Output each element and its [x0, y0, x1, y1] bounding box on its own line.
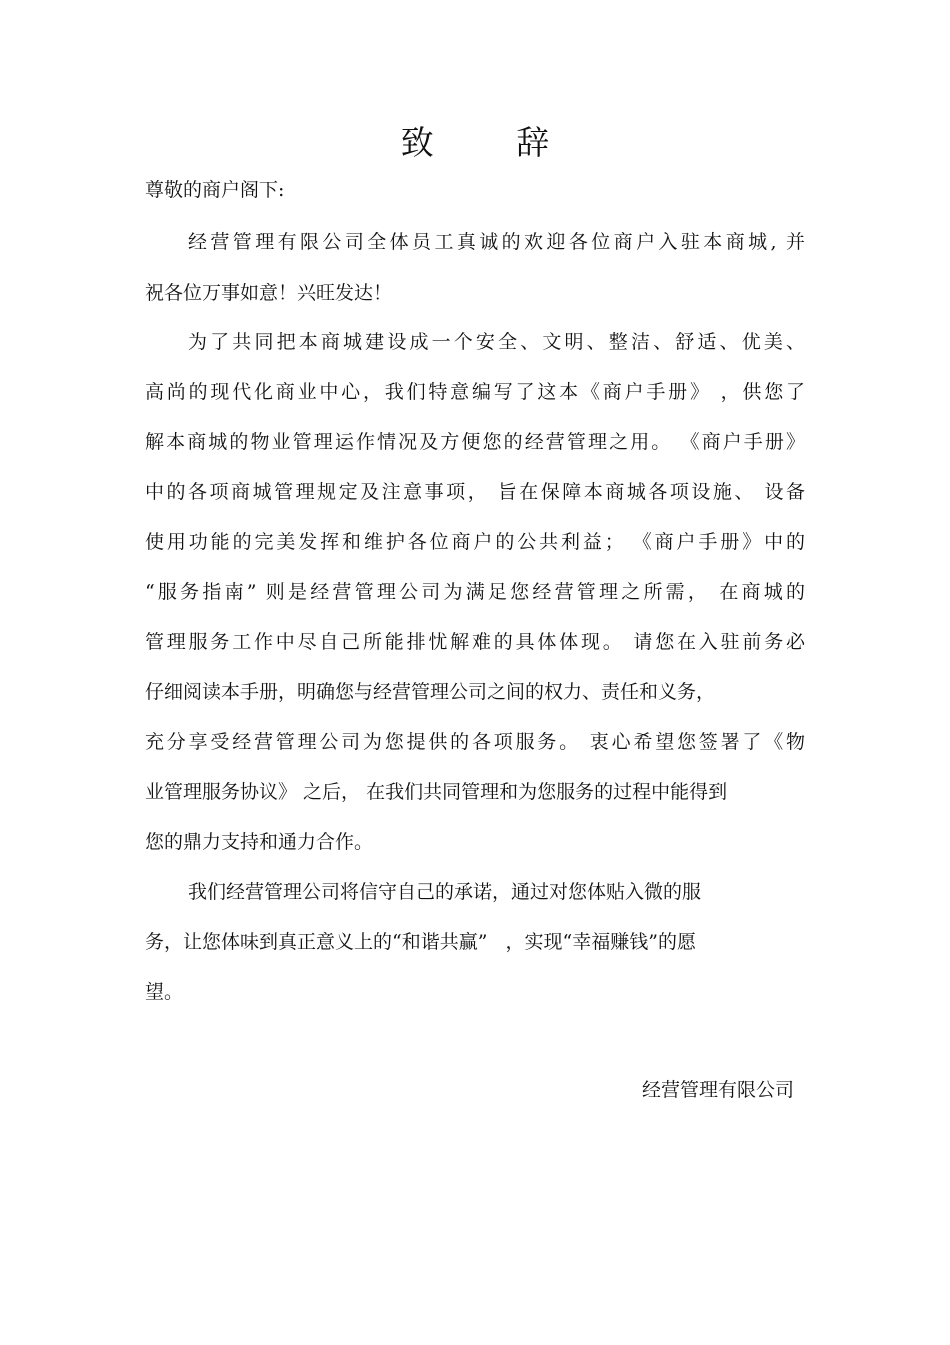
paragraph-2-line-5: 使用功能的完美发挥和维护各位商户的公共利益； 《商户手册》中的 — [145, 531, 805, 553]
page-title: 致 辞 — [400, 123, 586, 162]
paragraph-1-line-1: 经营管理有限公司全体员工真诚的欢迎各位商户入驻本商城, 并 — [188, 231, 805, 253]
paragraph-2-line-2: 高尚的现代化商业中心，我们特意编写了这本《商户手册》 ，供您了 — [145, 381, 805, 403]
paragraph-1-line-2: 祝各位万事如意！兴旺发达！ — [145, 282, 393, 304]
paragraph-2-line-1: 为了共同把本商城建设成一个安全、文明、整洁、舒适、优美、 — [188, 331, 805, 353]
paragraph-3-line-1: 我们经营管理公司将信守自己的承诺，通过对您体贴入微的服 — [188, 881, 702, 903]
paragraph-2-line-4: 中的各项商城管理规定及注意事项， 旨在保障本商城各项设施、 设备 — [145, 481, 805, 503]
paragraph-2-line-8: 仔细阅读本手册，明确您与经营管理公司之间的权力、责任和义务， — [145, 681, 716, 703]
paragraph-2-line-9: 充分享受经营管理公司为您提供的各项服务。 衷心希望您签署了《物 — [145, 731, 805, 753]
paragraph-3-line-2: 务，让您体味到真正意义上的“和谐共赢” ，实现“幸福赚钱”的愿 — [145, 931, 696, 953]
paragraph-2-line-10: 业管理服务协议》 之后， 在我们共同管理和为您服务的过程中能得到 — [145, 781, 728, 803]
salutation: 尊敬的商户阁下: — [145, 179, 285, 201]
paragraph-2-line-11: 您的鼎力支持和通力合作。 — [145, 831, 374, 853]
paragraph-2-line-7: 管理服务工作中尽自己所能排忧解难的具体体现。 请您在入驻前务必 — [145, 631, 805, 653]
paragraph-2-line-6: “服务指南” 则是经营管理公司为满足您经营管理之所需， 在商城的 — [145, 581, 805, 603]
paragraph-3-line-3: 望。 — [145, 981, 184, 1003]
paragraph-2-line-3: 解本商城的物业管理运作情况及方便您的经营管理之用。 《商户手册》 — [145, 431, 805, 453]
signature: 经营管理有限公司 — [641, 1079, 794, 1101]
